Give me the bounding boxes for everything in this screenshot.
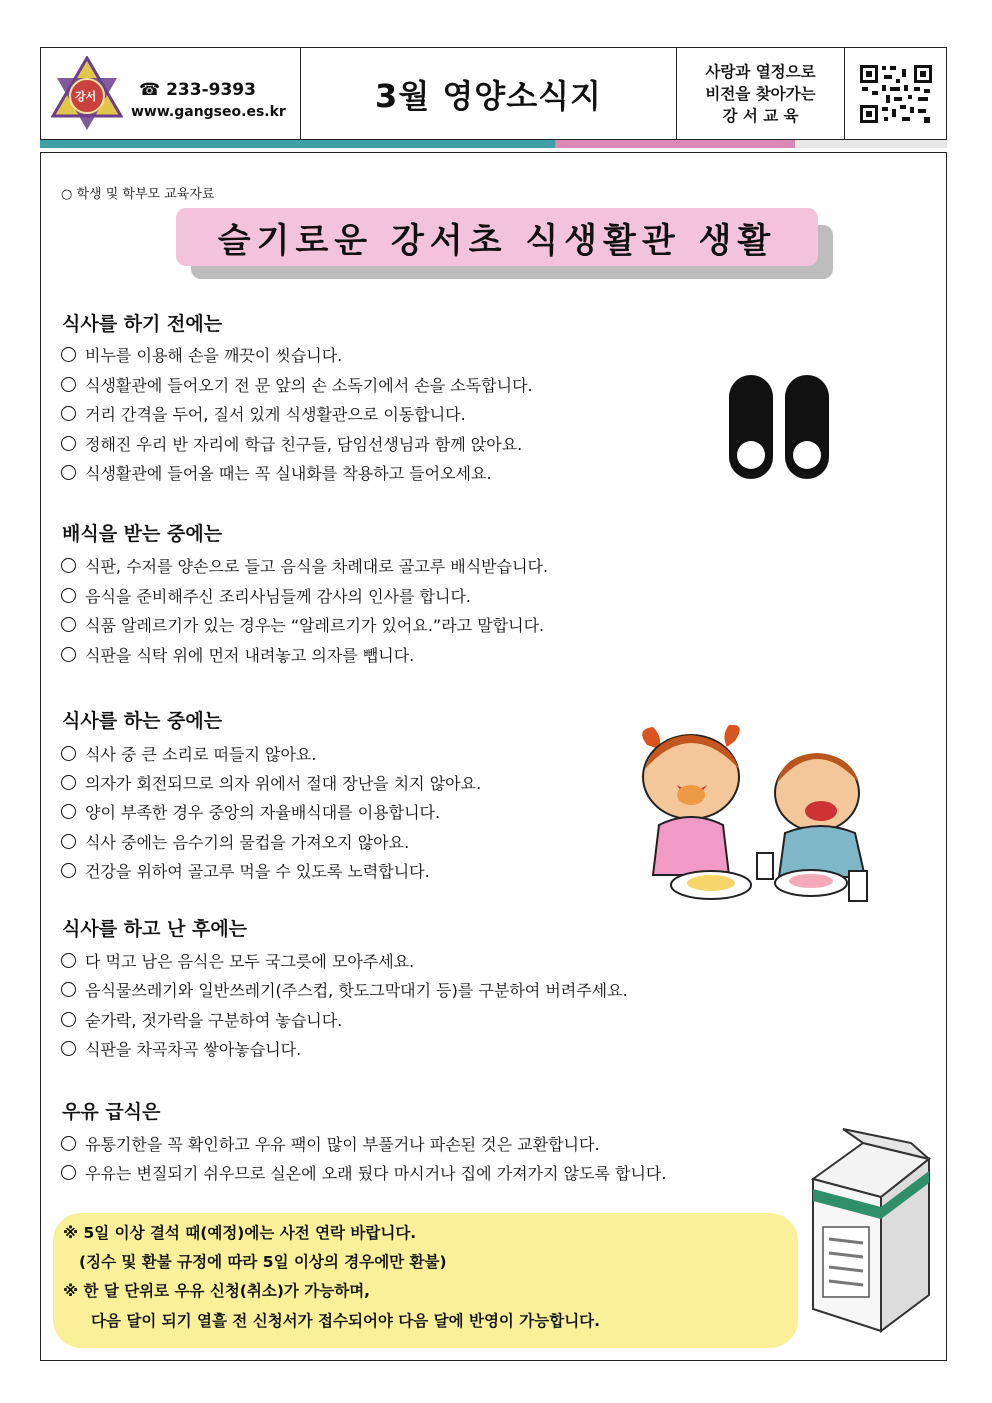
list-item: 의자가 회전되므로 의자 위에서 절대 장난을 치지 않아요.	[61, 771, 481, 794]
list-item: 식판을 차곡차곡 쌓아놓습니다.	[61, 1037, 301, 1060]
color-bar-teal	[40, 140, 555, 148]
list-item: 음식물쓰레기와 일반쓰레기(주스컵, 핫도그막대기 등)를 구분하여 버려주세요.	[61, 978, 628, 1001]
list-item: 비누를 이용해 손을 깨끗이 씻습니다.	[61, 343, 342, 366]
school-info-cell	[41, 48, 301, 139]
section-heading-before-meal: 식사를 하기 전에는	[62, 313, 223, 335]
circle-bullet-icon	[61, 804, 76, 819]
slogan-line-1: 사랑과 열정으로	[705, 62, 816, 81]
circle-bullet-icon	[61, 1165, 76, 1180]
list-item: 식생활관에 들어올 때는 꼭 실내화를 착용하고 들어오세요.	[61, 461, 492, 484]
qr-cell	[845, 48, 946, 139]
section-heading-milk: 우유 급식은	[62, 1101, 161, 1123]
logo-text: 강서	[75, 90, 97, 103]
circle-bullet-icon	[61, 436, 76, 451]
section-heading-after-meal: 식사를 하고 난 후에는	[62, 918, 248, 940]
circle-bullet-icon	[61, 647, 76, 662]
title-cell	[301, 48, 677, 139]
color-bar-light	[795, 140, 947, 148]
circle-bullet-icon	[61, 1012, 76, 1027]
list-item: 식판을 식탁 위에 먼저 내려놓고 의자를 뺍니다.	[61, 643, 414, 666]
notice-line-2: (징수 및 환불 규정에 따라 5일 이상의 경우에만 환불)	[79, 1253, 447, 1271]
circle-bullet-icon	[61, 863, 76, 878]
list-item: 식판, 수저를 양손으로 들고 음식을 차례대로 골고루 배식받습니다.	[61, 554, 548, 577]
newsletter-header	[40, 47, 947, 140]
kids-eating-icon	[629, 725, 879, 913]
slogan-line-3: 강 서 교 육	[722, 106, 799, 125]
circle-bullet-icon	[61, 588, 76, 603]
circle-bullet-icon	[61, 1041, 76, 1056]
circle-bullet-icon	[61, 1136, 76, 1151]
notice-line-3: ※ 한 달 단위로 우유 신청(취소)가 가능하며,	[63, 1282, 371, 1300]
circle-bullet-icon	[61, 746, 76, 761]
list-item: 식사 중 큰 소리로 떠들지 않아요.	[61, 742, 316, 765]
notice-line-1: ※ 5일 이상 결석 때(예정)에는 사전 연락 바랍니다.	[63, 1224, 417, 1242]
list-item: 우유는 변질되기 쉬우므로 실온에 오래 뒀다 마시거나 집에 가져가지 않도록 합니다.	[61, 1161, 666, 1184]
main-content	[40, 152, 947, 1361]
kicker-text: ○ 학생 및 학부모 교육자료	[61, 187, 215, 202]
circle-bullet-icon	[61, 982, 76, 997]
list-item: 숟가락, 젓가락을 구분하여 놓습니다.	[61, 1008, 342, 1031]
list-item: 식품 알레르기가 있는 경우는 “알레르기가 있어요.”라고 말합니다.	[61, 613, 544, 636]
header-color-bar	[40, 140, 947, 148]
circle-bullet-icon	[61, 465, 76, 480]
circle-bullet-icon	[61, 834, 76, 849]
slogan	[705, 61, 815, 127]
list-item: 다 먹고 남은 음식은 모두 국그릇에 모아주세요.	[61, 949, 414, 972]
slogan-cell	[677, 48, 845, 139]
slippers-icon	[727, 373, 831, 481]
banner	[176, 208, 818, 266]
list-item: 건강을 위하여 골고루 먹을 수 있도록 노력합니다.	[61, 859, 430, 882]
circle-bullet-icon	[61, 558, 76, 573]
notice-line-4: 다음 달이 되기 열흘 전 신청서가 접수되어야 다음 달에 반영이 가능합니다.	[91, 1312, 601, 1330]
milk-notice-box	[53, 1213, 798, 1348]
school-website[interactable]: www.gangseo.es.kr	[131, 104, 286, 120]
milk-carton-icon	[803, 1119, 933, 1335]
list-item: 식생활관에 들어오기 전 문 앞의 손 소독기에서 손을 소독합니다.	[61, 373, 533, 396]
circle-bullet-icon	[61, 775, 76, 790]
list-item: 식사 중에는 음수기의 물컵을 가져오지 않아요.	[61, 830, 409, 853]
list-item: 거리 간격을 두어, 질서 있게 식생활관으로 이동합니다.	[61, 402, 466, 425]
section-heading-during-meal: 식사를 하는 중에는	[62, 710, 223, 732]
list-item: 음식을 준비해주신 조리사님들께 감사의 인사를 합니다.	[61, 584, 471, 607]
color-bar-pink	[555, 140, 795, 148]
circle-bullet-icon	[61, 406, 76, 421]
qr-code-icon[interactable]	[858, 63, 934, 125]
section-heading-serving: 배식을 받는 중에는	[62, 523, 223, 545]
circle-bullet-icon	[61, 617, 76, 632]
list-item: 정해진 우리 반 자리에 학급 친구들, 담임선생님과 함께 앉아요.	[61, 432, 522, 455]
phone-number: ☎ 233-9393	[139, 80, 256, 100]
page-title: 3월 영양소식지	[375, 76, 602, 115]
slogan-line-2: 비전을 찾아가는	[705, 84, 816, 103]
banner-title: 슬기로운 강서초 식생활관 생활	[217, 220, 777, 261]
list-item: 양이 부족한 경우 중앙의 자율배식대를 이용합니다.	[61, 800, 440, 823]
circle-bullet-icon	[61, 377, 76, 392]
list-item: 유통기한을 꼭 확인하고 우유 팩이 많이 부풀거나 파손된 것은 교환합니다.	[61, 1132, 600, 1155]
circle-bullet-icon	[61, 347, 76, 362]
circle-bullet-icon	[61, 953, 76, 968]
